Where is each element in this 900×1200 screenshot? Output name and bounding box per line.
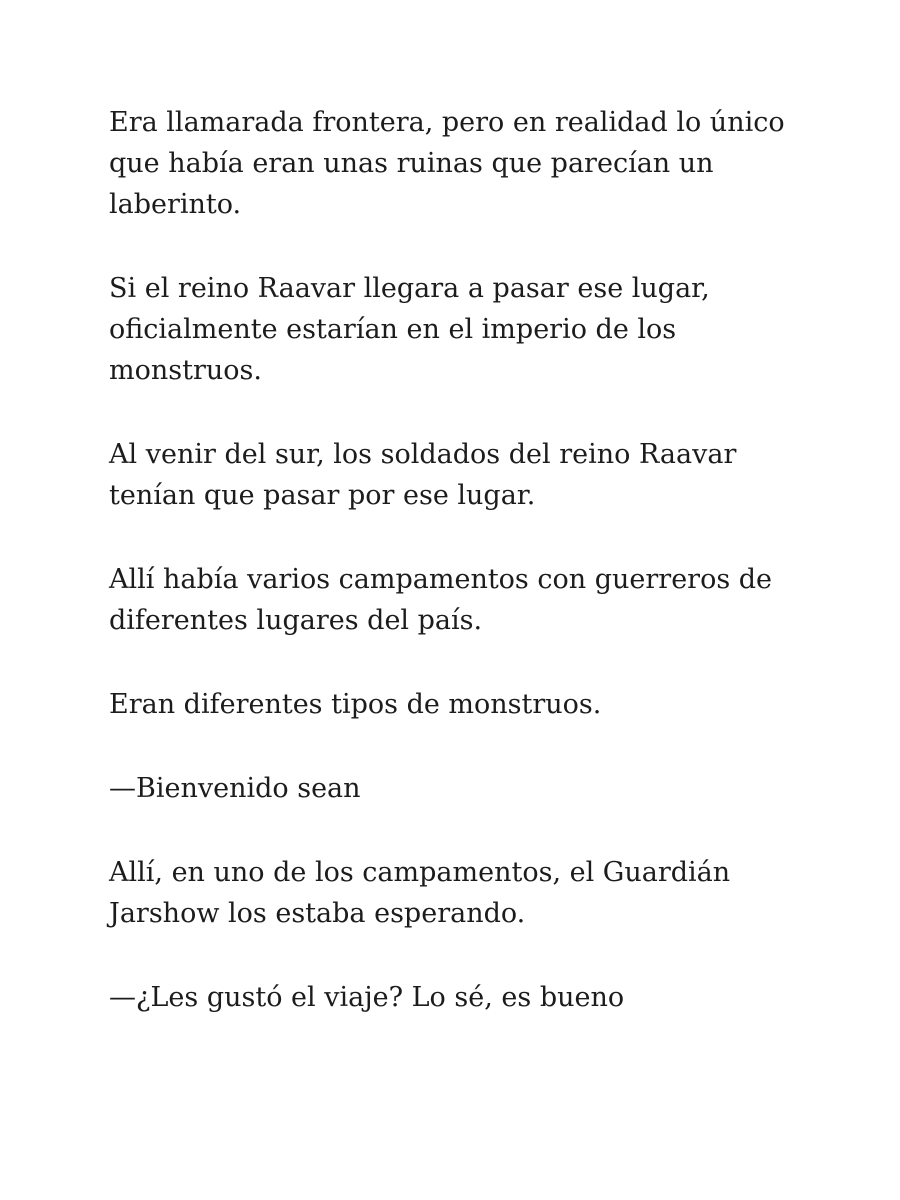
paragraph-3: Al venir del sur, los soldados del reino Raavar tenían que pasar por ese lugar. [109,439,737,511]
paragraph-6: —Bienvenido sean [109,773,361,804]
paragraph-8: —¿Les gustó el viaje? Lo sé, es bueno [109,982,625,1013]
paragraph-2: Si el reino Raavar llegara a pasar ese lugar, oficialmente estarían en el imperio de los monstruos. [109,273,710,386]
paragraph-7: Allí, en uno de los campamentos, el Guardián Jarshow los estaba esperando. [109,857,731,929]
paragraph-4: Allí había varios campamentos con guerreros de diferentes lugares del país. [109,564,773,636]
paragraph-1: Era llamarada frontera, pero en realidad lo único que había eran unas ruinas que parecían un laberinto. [109,107,785,220]
paragraph-5: Eran diferentes tipos de monstruos. [109,689,602,720]
text-body [109,102,809,1018]
